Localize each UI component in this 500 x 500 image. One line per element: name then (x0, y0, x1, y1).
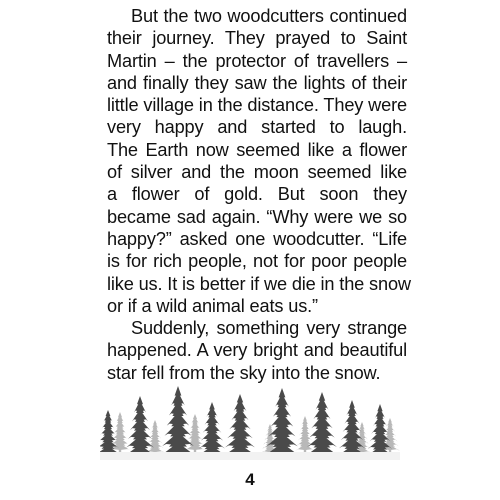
story-line: But the two woodcutters continued (131, 6, 407, 26)
story-line: happy?” asked one woodcutter. “Life (107, 228, 407, 249)
story-line: like us. It is better if we die in the snow (107, 273, 411, 294)
story-line: Suddenly, something very strange (131, 318, 407, 339)
story-text (107, 5, 411, 384)
story-line: their journey. They prayed to Saint (107, 28, 407, 49)
story-line: a flower of gold. But soon they (107, 184, 407, 205)
story-line: is for rich people, not for poor people (107, 251, 407, 272)
pine-tree (223, 394, 257, 458)
page-number: 4 (245, 470, 255, 489)
pine-tree (124, 396, 156, 458)
story-line: became sad again. “Why were we so (107, 206, 407, 227)
story-line: of silver and the moon seemed like (107, 162, 407, 183)
story-line: very happy and started to laugh. (107, 117, 407, 138)
pine-tree (145, 420, 165, 454)
story-line: little village in the distance. They were (107, 95, 407, 116)
foreground-trees (100, 386, 394, 458)
snowy-pine-forest-icon (100, 372, 400, 460)
story-line: and finally they saw the lights of their (107, 72, 407, 93)
pine-tree (295, 416, 315, 452)
story-line: star fell from the sky into the snow. (107, 362, 381, 383)
pine-tree (197, 402, 227, 458)
story-line: happened. A very bright and beautiful (107, 340, 407, 361)
story-line: The Earth now seemed like a flower (107, 139, 407, 160)
story-line: Martin – the protector of travellers – (107, 50, 407, 71)
snow-ground (100, 452, 400, 460)
story-line: or if a wild animal eats us.” (107, 295, 318, 316)
